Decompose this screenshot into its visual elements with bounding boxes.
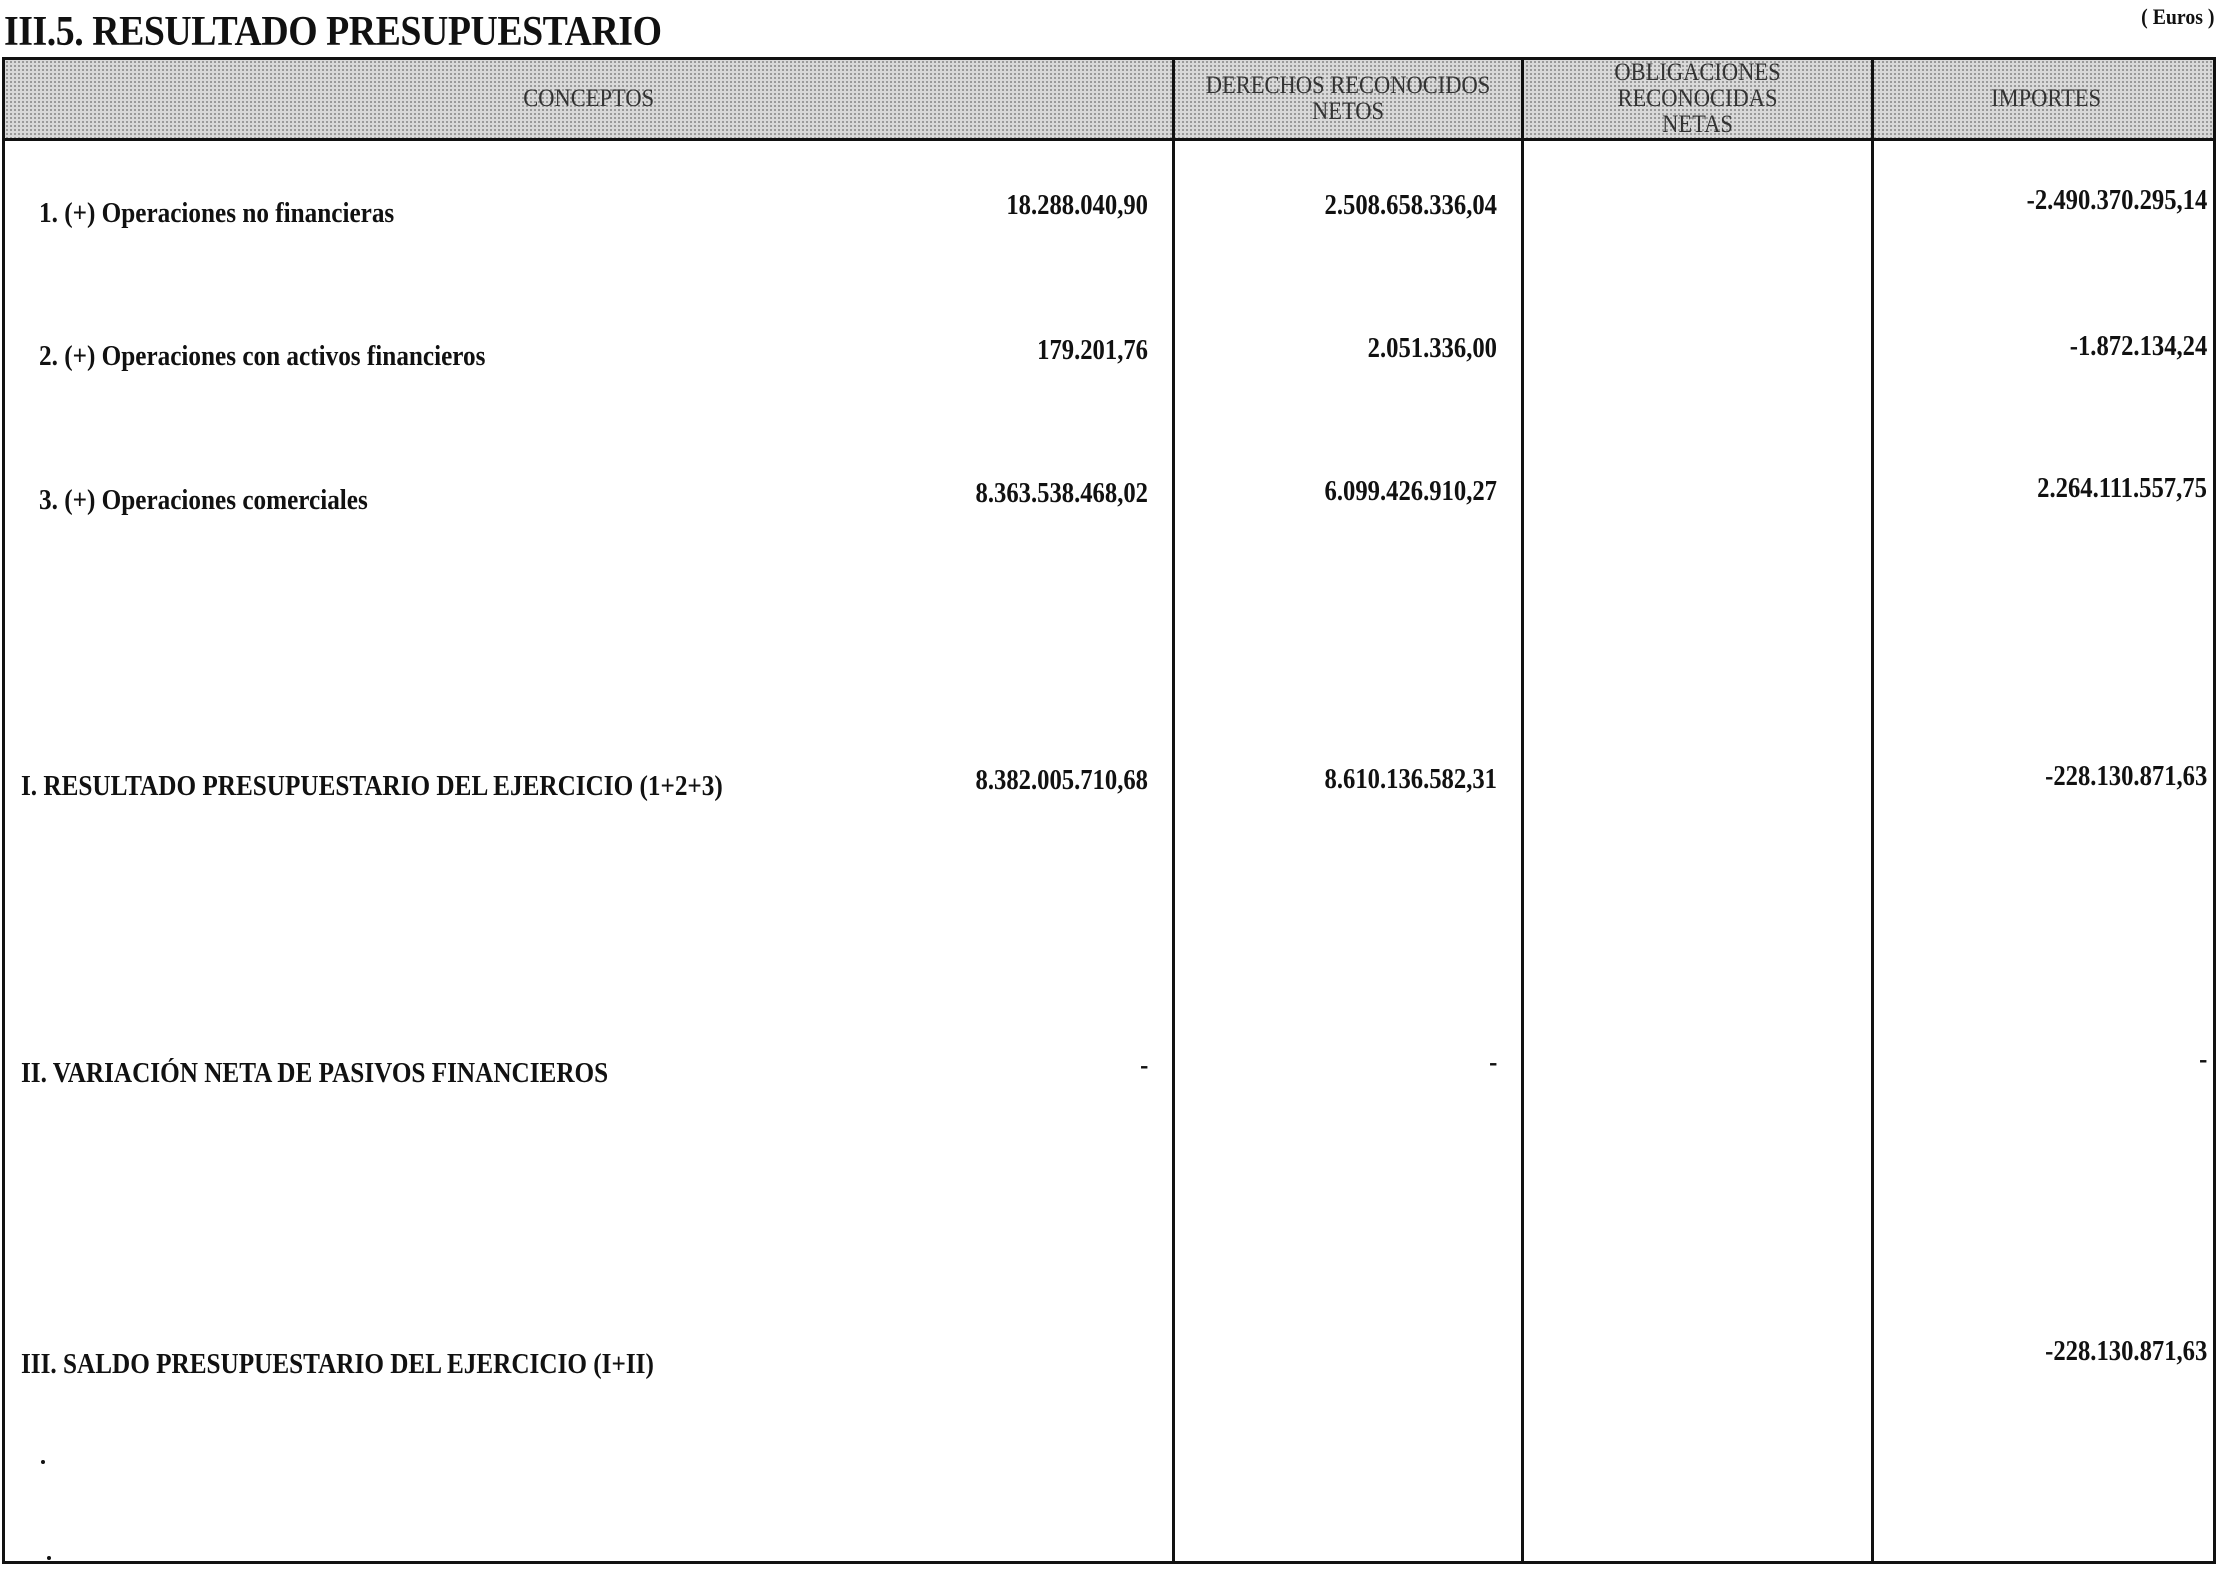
budget-result-table (2, 57, 2216, 1564)
header-conceptos: CONCEPTOS (523, 85, 654, 112)
header-obligaciones: OBLIGACIONES RECONOCIDAS NETAS (1614, 59, 1781, 138)
row-1-obligaciones: 2.508.658.336,04 (1324, 190, 1497, 221)
units-label: ( Euros ) (2140, 4, 2214, 29)
row-I-obligaciones: 8.610.136.582,31 (1324, 764, 1497, 795)
row-I-importes: -228.130.871,63 (2044, 761, 2207, 792)
row-II-importes: - (2198, 1044, 2207, 1075)
row-III-importes: -228.130.871,63 (2044, 1336, 2207, 1367)
row-II-derechos: - (1139, 1050, 1148, 1081)
column-divider (1521, 60, 1524, 1561)
row-label-resultado-presupuestario: I. RESULTADO PRESUPUESTARIO DEL EJERCICIO (1+2+3) (21, 771, 723, 802)
column-divider (1172, 60, 1175, 1561)
header-importes: IMPORTES (1991, 85, 2102, 112)
row-I-derechos: 8.382.005.710,68 (975, 765, 1148, 796)
column-divider (1871, 60, 1874, 1561)
page-title: III.5. RESULTADO PRESUPUESTARIO (4, 9, 662, 55)
row-label-saldo-presupuestario: III. SALDO PRESUPUESTARIO DEL EJERCICIO (I+II) (21, 1349, 654, 1380)
scan-speck (47, 1556, 51, 1560)
row-2-obligaciones: 2.051.336,00 (1367, 333, 1497, 364)
row-3-importes: 2.264.111.557,75 (2037, 473, 2207, 504)
row-3-derechos: 8.363.538.468,02 (975, 478, 1148, 509)
row-label-variacion-neta-pasivos: II. VARIACIÓN NETA DE PASIVOS FINANCIEROS (21, 1058, 609, 1089)
row-label-operaciones-activos-financieros: 2. (+) Operaciones con activos financieros (39, 341, 486, 372)
row-3-obligaciones: 6.099.426.910,27 (1324, 476, 1497, 507)
row-2-importes: -1.872.134,24 (2069, 331, 2207, 362)
row-1-importes: -2.490.370.295,14 (2026, 185, 2207, 216)
header-derechos: DERECHOS RECONOCIDOS NETOS (1205, 72, 1491, 125)
row-II-obligaciones: - (1488, 1047, 1497, 1078)
table-header (5, 60, 2213, 141)
row-1-derechos: 18.288.040,90 (1006, 190, 1148, 221)
row-label-operaciones-comerciales: 3. (+) Operaciones comerciales (39, 485, 368, 516)
row-label-operaciones-no-financieras: 1. (+) Operaciones no financieras (39, 198, 395, 229)
row-2-derechos: 179.201,76 (1037, 335, 1148, 366)
scan-speck (41, 1460, 45, 1464)
